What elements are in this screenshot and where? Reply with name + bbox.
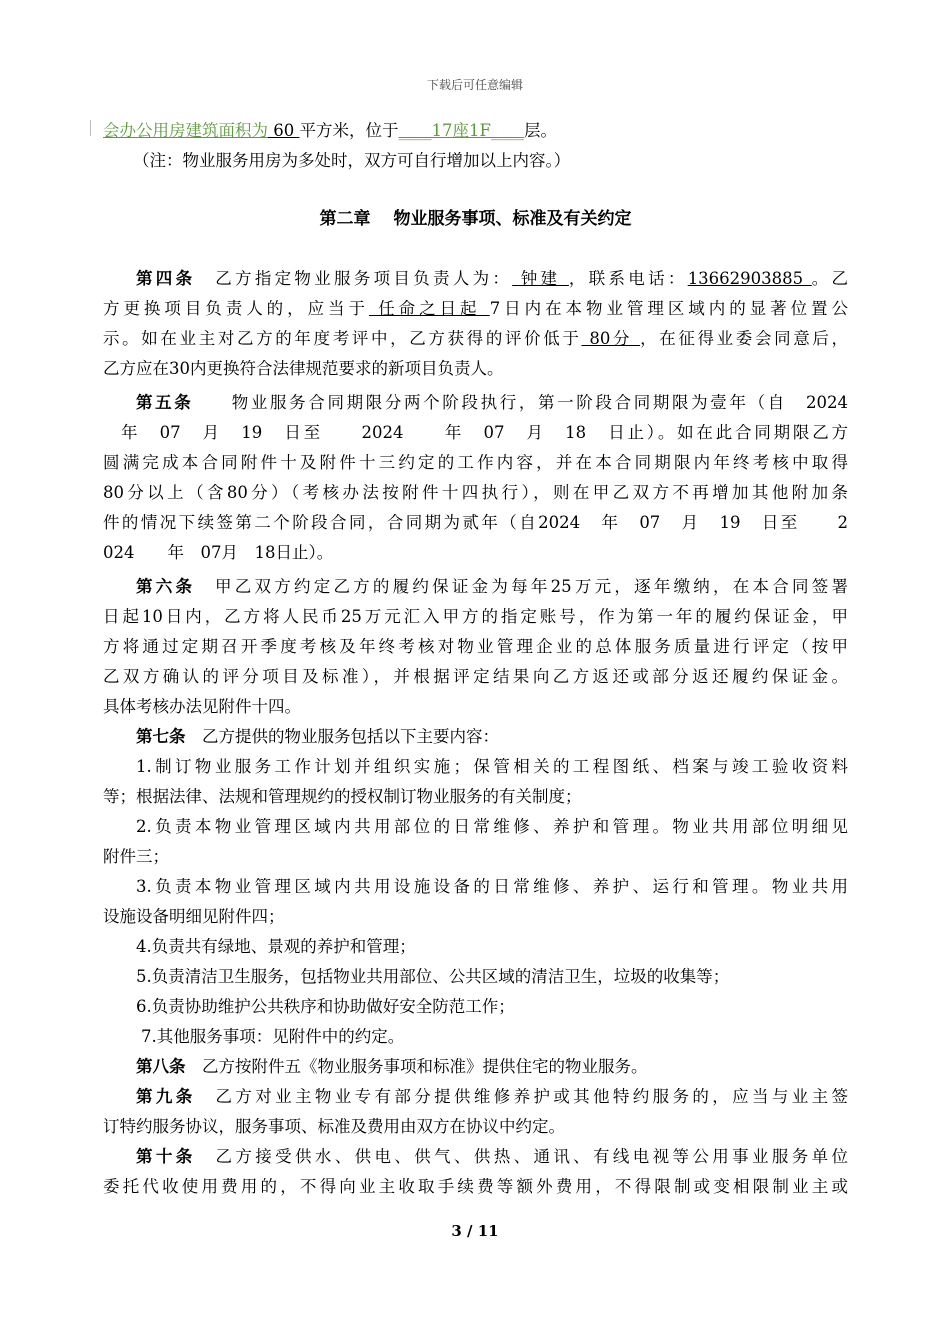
a4-t2: ，联系电话： bbox=[568, 269, 688, 288]
article-7-item-1b: 等；根据法律、法规和管理规约的授权制订物业服务的有关制度； bbox=[103, 787, 582, 806]
article-7-item-1a: 1.制订物业服务工作计划并组织实施；保管相关的工程图纸、档案与竣工验收资料 bbox=[136, 757, 848, 776]
area-value: 60 bbox=[268, 121, 300, 140]
manager-name: 钟建 bbox=[512, 269, 569, 288]
article-5-line-4: 80分以上（含80分）（考核办法按附件十四执行），则在甲乙双方不再增加其他附加条 bbox=[103, 483, 848, 502]
article-10-title: 第十条 bbox=[136, 1147, 196, 1166]
article-6-line-4: 乙双方确认的评分项目及标准），并根据评定结果向乙方返还或部分返还履约保证金。 bbox=[103, 667, 848, 686]
a4-l2a: 方更换项目负责人的，应当于 bbox=[103, 299, 369, 318]
a10-l1: 乙方接受供水、供电、供气、供热、通讯、有线电视等公用事业服务单位 bbox=[215, 1147, 848, 1166]
a4-l3a: 示。如在业主对乙方的年度考评中，乙方获得的评价低于 bbox=[103, 329, 582, 348]
article-7-item-6: 6.负责协助维护公共秩序和协助做好安全防范工作； bbox=[136, 997, 515, 1016]
article-5-line-2: 年 07 月 19 日至 2024 年 07 月 18 日止）。如在此合同期限乙方 bbox=[121, 423, 848, 442]
article-7-item-4: 4.负责共有绿地、景观的养护和管理； bbox=[136, 937, 416, 956]
a4-l3u: 80分 bbox=[581, 329, 641, 348]
article-7-line-1 bbox=[103, 722, 848, 752]
article-6-line-5: 具体考核办法见附件十四。 bbox=[103, 697, 301, 716]
article-7-item-3b: 设施设备明细见附件四； bbox=[103, 907, 285, 926]
page-header: 下载后可任意编辑 bbox=[426, 78, 523, 92]
a7-intro: 乙方提供的物业服务包括以下主要内容： bbox=[202, 727, 499, 746]
note-line: （注：物业服务用房为多处时，双方可自行增加以上内容。） bbox=[133, 151, 571, 170]
location-value: ____17座1F____ bbox=[398, 121, 524, 140]
area-mid: 平方米，位于 bbox=[299, 121, 399, 140]
article-8-title: 第八条 bbox=[136, 1057, 186, 1076]
a9-l1: 乙方对业主物业专有部分提供维修养护或其他特约服务的，应当与业主签 bbox=[215, 1087, 848, 1106]
a4-l2b: 7日内在本物业管理区域内的显著位置公 bbox=[489, 299, 848, 318]
article-6-line-3: 方将通过定期召开季度考核及年终考核对物业管理企业的总体服务质量进行评定（按甲 bbox=[103, 637, 848, 656]
a4-l3b: ，在征得业委会同意后， bbox=[640, 329, 848, 348]
article-5-line-3: 圆满完成本合同附件十及附件十三约定的工作内容，并在本合同期限内年终考核中取得 bbox=[103, 453, 848, 472]
manager-phone: 13662903885 bbox=[687, 269, 812, 288]
article-4-line-2 bbox=[103, 294, 848, 324]
a4-l2u: 任命之日起 bbox=[368, 299, 490, 318]
article-10-line-1 bbox=[103, 1142, 848, 1172]
article-5-line-1 bbox=[103, 388, 848, 418]
a8-text: 乙方按附件五《物业服务事项和标准》提供住宅的物业服务。 bbox=[202, 1057, 648, 1076]
article-9-title: 第九条 bbox=[136, 1087, 196, 1106]
article-7-item-3a: 3.负责本物业管理区域内共用设施设备的日常维修、养护、运行和管理。物业共用 bbox=[136, 877, 848, 896]
a4-t1: 乙方指定物业服务项目负责人为： bbox=[215, 269, 513, 288]
article-9-line-2: 订特约服务协议，服务事项、标准及费用由双方在协议中约定。 bbox=[103, 1117, 565, 1136]
article-6-line-1 bbox=[103, 572, 848, 602]
article-6-title: 第六条 bbox=[136, 577, 196, 596]
article-7-item-2b: 附件三； bbox=[103, 847, 169, 866]
article-5-line-5: 件的情况下续签第二个阶段合同，合同期为贰年（自2024 年 07 月 19 日至 2 bbox=[103, 513, 848, 532]
article-7-item-5: 5.负责清洁卫生服务，包括物业共用部位、公共区域的清洁卫生，垃圾的收集等； bbox=[136, 967, 730, 986]
area-label: 会办公用房建筑面积为 bbox=[103, 121, 268, 140]
article-6-line-2: 日起10日内，乙方将人民币25万元汇入甲方的指定账号，作为第一年的履约保证金，甲 bbox=[103, 607, 848, 626]
article-5-line-6: 024 年 07月 18日止）。 bbox=[103, 543, 334, 562]
chapter-title: 第二章 物业服务事项、标准及有关约定 bbox=[319, 209, 632, 229]
article-7-title: 第七条 bbox=[136, 727, 186, 746]
a5-l1: 物业服务合同期限分两个阶段执行，第一阶段合同期限为壹年（自 2024 bbox=[231, 393, 848, 412]
article-8 bbox=[103, 1052, 848, 1082]
area-line bbox=[103, 116, 848, 146]
area-end: 层。 bbox=[523, 121, 557, 140]
article-5-title: 第五条 bbox=[136, 393, 194, 412]
article-4-line-1 bbox=[103, 264, 848, 294]
a4-t3: 。乙 bbox=[811, 269, 848, 288]
document-body bbox=[103, 116, 848, 1202]
article-7-item-7: 7.其他服务事项：见附件中的约定。 bbox=[141, 1027, 405, 1046]
article-10-line-2: 委托代收使用费用的，不得向业主收取手续费等额外费用，不得限制或变相限制业主或 bbox=[103, 1177, 848, 1196]
article-4-title: 第四条 bbox=[136, 269, 196, 288]
article-7-item-2a: 2.负责本物业管理区域内共用部位的日常维修、养护和管理。物业共用部位明细见 bbox=[136, 817, 848, 836]
article-9-line-1 bbox=[103, 1082, 848, 1112]
article-4-line-4: 乙方应在30内更换符合法律规范要求的新项目负责人。 bbox=[103, 359, 504, 378]
page-number: 3 / 11 bbox=[451, 1222, 499, 1240]
article-4-line-3 bbox=[103, 324, 848, 354]
a6-l1: 甲乙双方约定乙方的履约保证金为每年25万元，逐年缴纳，在本合同签署 bbox=[214, 577, 848, 596]
revision-bar bbox=[90, 120, 91, 136]
